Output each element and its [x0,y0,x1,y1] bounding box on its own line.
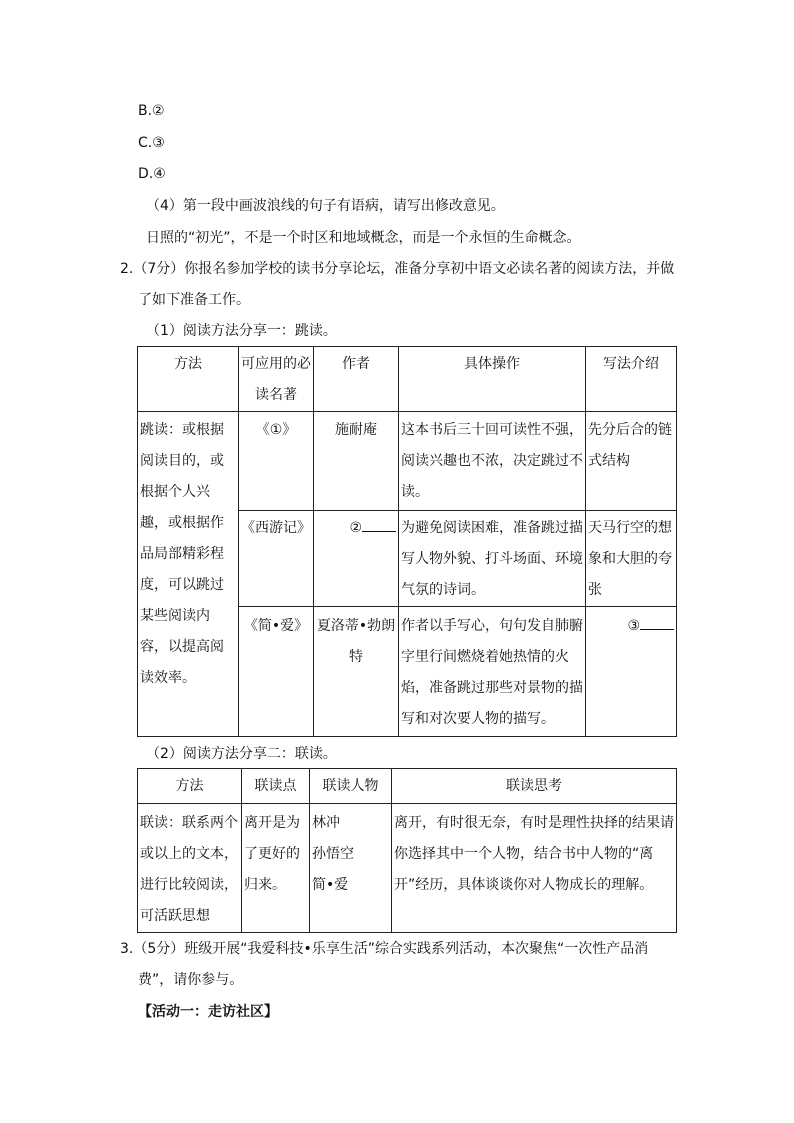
q2-sub2: （2）阅读方法分享二：联读。 [146,746,337,762]
table1-header-writing: 写法介绍 [586,347,677,412]
table2-persons-cell [310,804,392,933]
table1-header-row [138,347,677,412]
q4-prompt: （4）第一段中画波浪线的句子有语病，请写出修改意见。 [146,198,505,214]
table1-method-cell: 跳读：或根据阅读目的，或根据个人兴趣，或根据作品局部精彩程度，可以跳过某些阅读内容，以提高阅读效率。 [138,412,239,737]
table-row [138,412,677,511]
q2-sub1: （1）阅读方法分享一：跳读。 [146,323,337,339]
table1-book-cell: 《①》 [239,412,314,511]
q3-stem-line2: 费”，请你参与。 [138,972,244,988]
table1-header-book: 可应用的必读名著 [239,347,314,412]
q4-answer-text: 日照的“初光”，不是一个时区和地域概念，而是一个永恒的生命概念。 [146,230,581,246]
table1-author-cell: 施耐庵 [314,412,399,511]
table2-header-persons: 联读人物 [310,769,392,804]
option-c: C.③ [138,135,165,151]
option-d: D.④ [138,166,166,182]
table-row [138,804,677,933]
skim-reading-table [137,346,677,737]
table2-method-cell: 联读：联系两个或以上的文本，进行比较阅读，可活跃思想 [138,804,242,933]
table2-header-point: 联读点 [242,769,310,804]
person-name: 简•爱 [312,877,349,893]
table2-header-method: 方法 [138,769,242,804]
table1-writing-cell: 天马行空的想象和大胆的夸张 [586,511,677,607]
table2-header-row [138,769,677,804]
table1-author-cell: 夏洛蒂•勃朗特 [314,607,399,737]
fill-blank[interactable] [362,515,396,532]
table1-book-cell: 《简•爱》 [239,607,314,737]
fill-blank[interactable] [640,613,674,630]
table1-header-method: 方法 [138,347,239,412]
activity-heading: 【活动一：走访社区】 [138,1004,278,1020]
table1-operation-cell: 为避免阅读困难，准备跳过描写人物外貌、打斗场面、环境气氛的诗词。 [399,511,586,607]
blank-number: ③ [627,618,640,634]
table2-thinking-cell: 离开，有时很无奈，有时是理性抉择的结果请你选择其中一个人物，结合书中人物的“离开”经历，具体谈谈你对人物成长的理解。 [392,804,677,933]
table1-operation-cell: 作者以手写心，句句发自肺腑字里行间燃烧着她热情的火焰，准备跳过那些对景物的描写和对次要人物的描写。 [399,607,586,737]
table1-book-cell: 《西游记》 [239,511,314,607]
table1-header-author: 作者 [314,347,399,412]
table1-header-operation: 具体操作 [399,347,586,412]
option-b: B.② [138,103,165,119]
q3-stem-line1: 3.（5分）班级开展“我爱科技•乐享生活”综合实践系列活动，本次聚焦“一次性产品消 [120,941,649,957]
q2-stem-line1: 2.（7分）你报名参加学校的读书分享论坛，准备分享初中语文必读名著的阅读方法，并做 [120,261,675,277]
blank-number: ② [349,520,362,536]
person-name: 林冲 [312,815,340,831]
table1-writing-cell: 先分后合的链式结构 [586,412,677,511]
table1-writing-blank-cell [586,607,677,737]
table1-author-blank-cell [314,511,399,607]
person-name: 孙悟空 [312,846,354,862]
table2-header-thinking: 联读思考 [392,769,677,804]
table1-operation-cell: 这本书后三十回可读性不强，阅读兴趣也不浓，决定跳过不读。 [399,412,586,511]
q2-stem-line2: 了如下准备工作。 [138,292,250,308]
linked-reading-table [137,768,677,933]
table2-point-cell: 离开是为了更好的归来。 [242,804,310,933]
